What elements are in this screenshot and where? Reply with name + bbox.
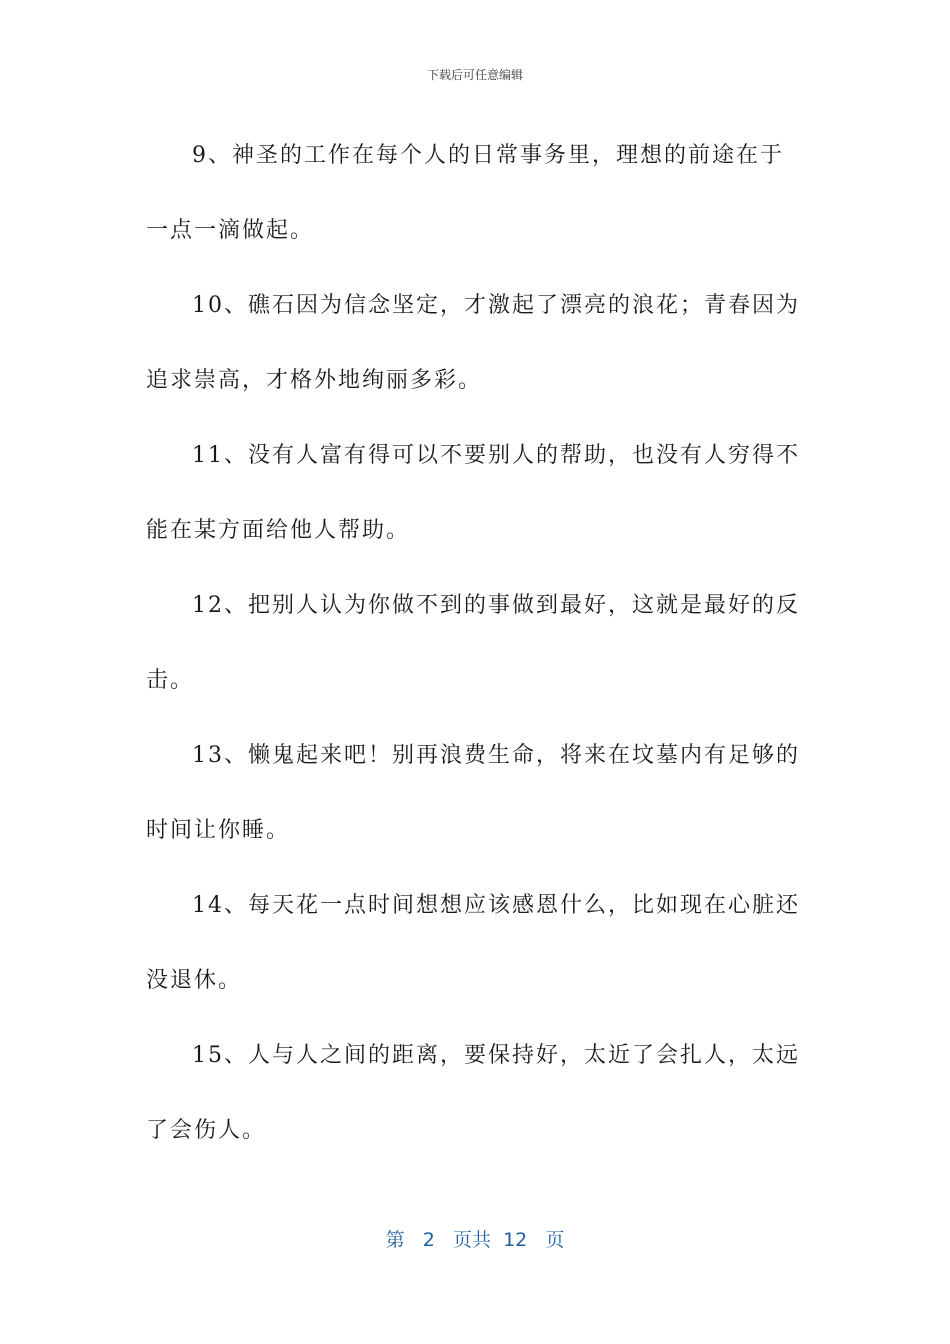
footer-mid: 页共 — [452, 1229, 491, 1251]
paragraph-item: 10、礁石因为信念坚定，才激起了漂亮的浪花；青春因为追求崇高，才格外地绚丽多彩。 — [146, 293, 800, 393]
footer-suffix: 页 — [545, 1229, 565, 1251]
paragraph-item: 15、人与人之间的距离，要保持好，太近了会扎人，太远了会伤人。 — [146, 1043, 800, 1143]
paragraph-item: 12、把别人认为你做不到的事做到最好，这就是最好的反击。 — [146, 593, 800, 693]
current-page-number: 2 — [422, 1229, 435, 1251]
paragraph-item: 11、没有人富有得可以不要别人的帮助，也没有人穷得不能在某方面给他人帮助。 — [146, 443, 800, 543]
page-footer — [0, 1225, 950, 1252]
paragraph-item: 9、神圣的工作在每个人的日常事务里，理想的前途在于一点一滴做起。 — [146, 143, 784, 243]
paragraph-item: 14、每天花一点时间想想应该感恩什么，比如现在心脏还没退休。 — [146, 893, 800, 993]
paragraph-item: 13、懒鬼起来吧！别再浪费生命，将来在坟墓内有足够的时间让你睡。 — [146, 743, 800, 843]
total-pages-number: 12 — [503, 1229, 528, 1251]
document-body — [146, 118, 806, 1168]
page-header: 下载后可任意编辑 — [426, 68, 523, 82]
footer-prefix: 第 — [385, 1229, 405, 1251]
